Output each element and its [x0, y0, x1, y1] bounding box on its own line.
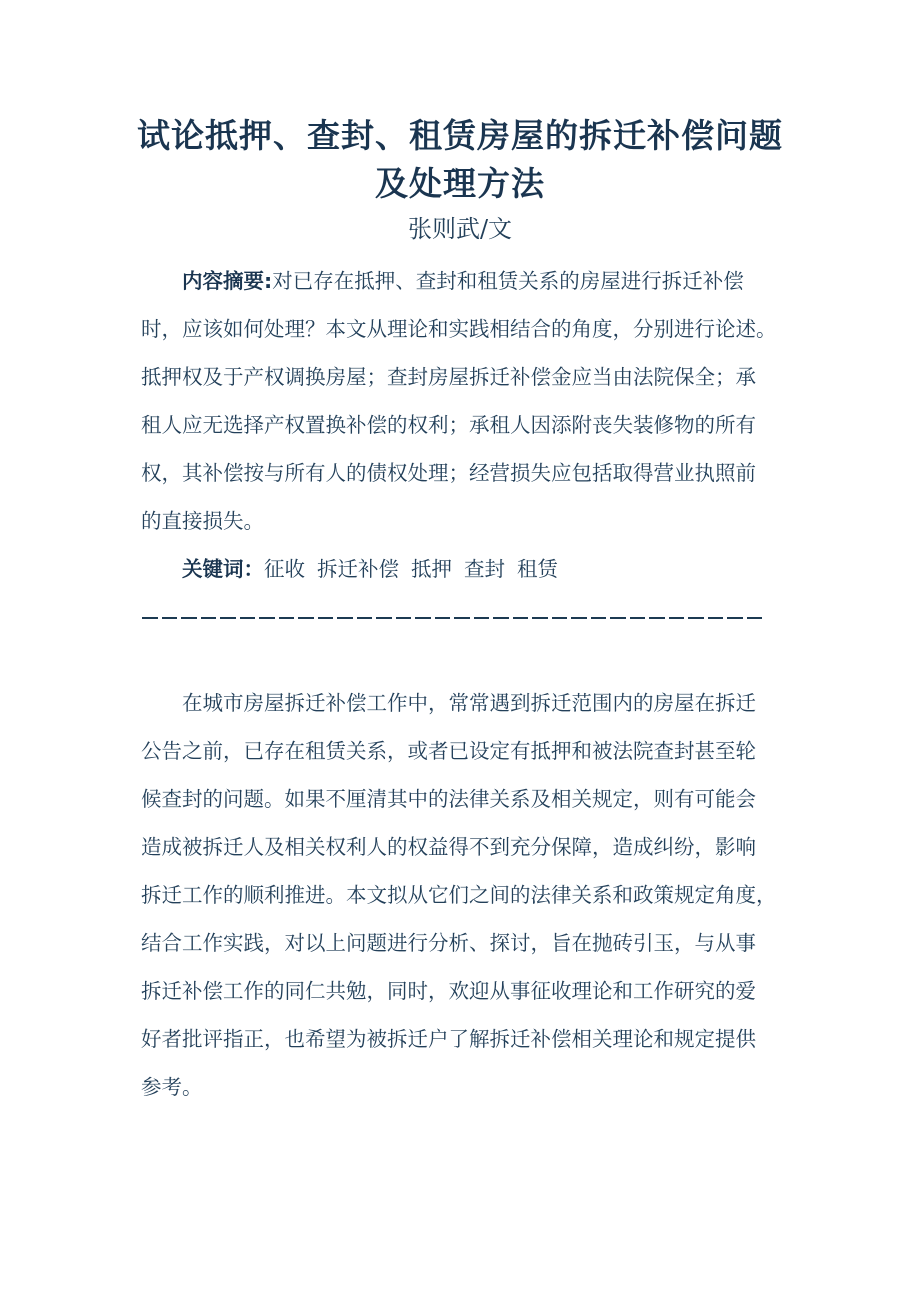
body-line: 造成被拆迁人及相关权利人的权益得不到充分保障，造成纠纷，影响	[141, 835, 756, 859]
divider-dash	[591, 617, 607, 619]
divider-dash	[727, 617, 743, 619]
divider-dash	[279, 617, 295, 619]
keyword: 租赁	[517, 557, 558, 581]
divider-dash	[610, 617, 626, 619]
body-line: 参考。	[141, 1075, 203, 1099]
divider-dash	[649, 617, 665, 619]
article-title-line-1: 试论抵押、查封、租赁房屋的拆迁补偿问题	[137, 116, 783, 155]
divider-dash	[318, 617, 334, 619]
abstract-line: 权，其补偿按与所有人的债权处理；经营损失应包括取得营业执照前	[141, 461, 756, 485]
divider-dash	[571, 617, 587, 619]
divider-dash	[240, 617, 256, 619]
divider-dash	[630, 617, 646, 619]
abstract-line: 时，应该如何处理？本文从理论和实践相结合的角度，分别进行论述。	[141, 317, 777, 341]
keywords-line	[182, 554, 842, 584]
divider-dash	[532, 617, 548, 619]
divider-dash	[669, 617, 685, 619]
divider-dash	[415, 617, 431, 619]
divider-dash	[201, 617, 217, 619]
divider-dash	[220, 617, 236, 619]
keyword: 征收	[264, 557, 305, 581]
section-divider	[141, 604, 765, 632]
abstract-line: 抵押权及于产权调换房屋；查封房屋拆迁补偿金应当由法院保全；承	[141, 365, 756, 389]
divider-dash	[688, 617, 704, 619]
article-title-line-2: 及处理方法	[375, 164, 545, 203]
keyword: 查封	[464, 557, 505, 581]
body-line: 拆迁工作的顺利推进。本文拟从它们之间的法律关系和政策规定角度，	[141, 883, 777, 907]
divider-dash	[747, 617, 763, 619]
divider-dash	[298, 617, 314, 619]
abstract-line: 的直接损失。	[141, 509, 264, 533]
divider-dash	[259, 617, 275, 619]
divider-dash	[435, 617, 451, 619]
divider-dash	[162, 617, 178, 619]
keywords-label: 关键词：	[182, 557, 264, 581]
body-line: 结合工作实践，对以上问题进行分析、探讨，旨在抛砖引玉，与从事	[141, 931, 756, 955]
keyword: 抵押	[411, 557, 452, 581]
body-line: 候查封的问题。如果不厘清其中的法律关系及相关规定，则有可能会	[141, 787, 756, 811]
divider-dash	[493, 617, 509, 619]
abstract-line: 租人应无选择产权置换补偿的权利；承租人因添附丧失装修物的所有	[141, 413, 756, 437]
abstract-text: 对已存在抵押、查封和租赁关系的房屋进行拆迁补偿	[272, 269, 744, 293]
body-line: 公告之前，已存在租赁关系，或者已设定有抵押和被法院查封甚至轮	[141, 739, 756, 763]
body-line: 在城市房屋拆迁补偿工作中，常常遇到拆迁范围内的房屋在拆迁	[182, 691, 756, 715]
divider-dash	[708, 617, 724, 619]
abstract-line	[182, 266, 842, 296]
divider-dash	[552, 617, 568, 619]
divider-dash	[396, 617, 412, 619]
divider-dash	[454, 617, 470, 619]
body-line: 好者批评指正，也希望为被拆迁户了解拆迁补偿相关理论和规定提供	[141, 1027, 756, 1051]
divider-dash	[513, 617, 529, 619]
body-line: 拆迁补偿工作的同仁共勉，同时，欢迎从事征收理论和工作研究的爱	[141, 979, 756, 1003]
keyword: 拆迁补偿	[317, 557, 399, 581]
divider-dash	[337, 617, 353, 619]
divider-dash	[181, 617, 197, 619]
divider-dash	[142, 617, 158, 619]
abstract-label: 内容摘要:	[182, 269, 273, 293]
article-author: 张则武/文	[407, 215, 513, 243]
divider-dash	[376, 617, 392, 619]
divider-dash	[357, 617, 373, 619]
divider-dash	[474, 617, 490, 619]
